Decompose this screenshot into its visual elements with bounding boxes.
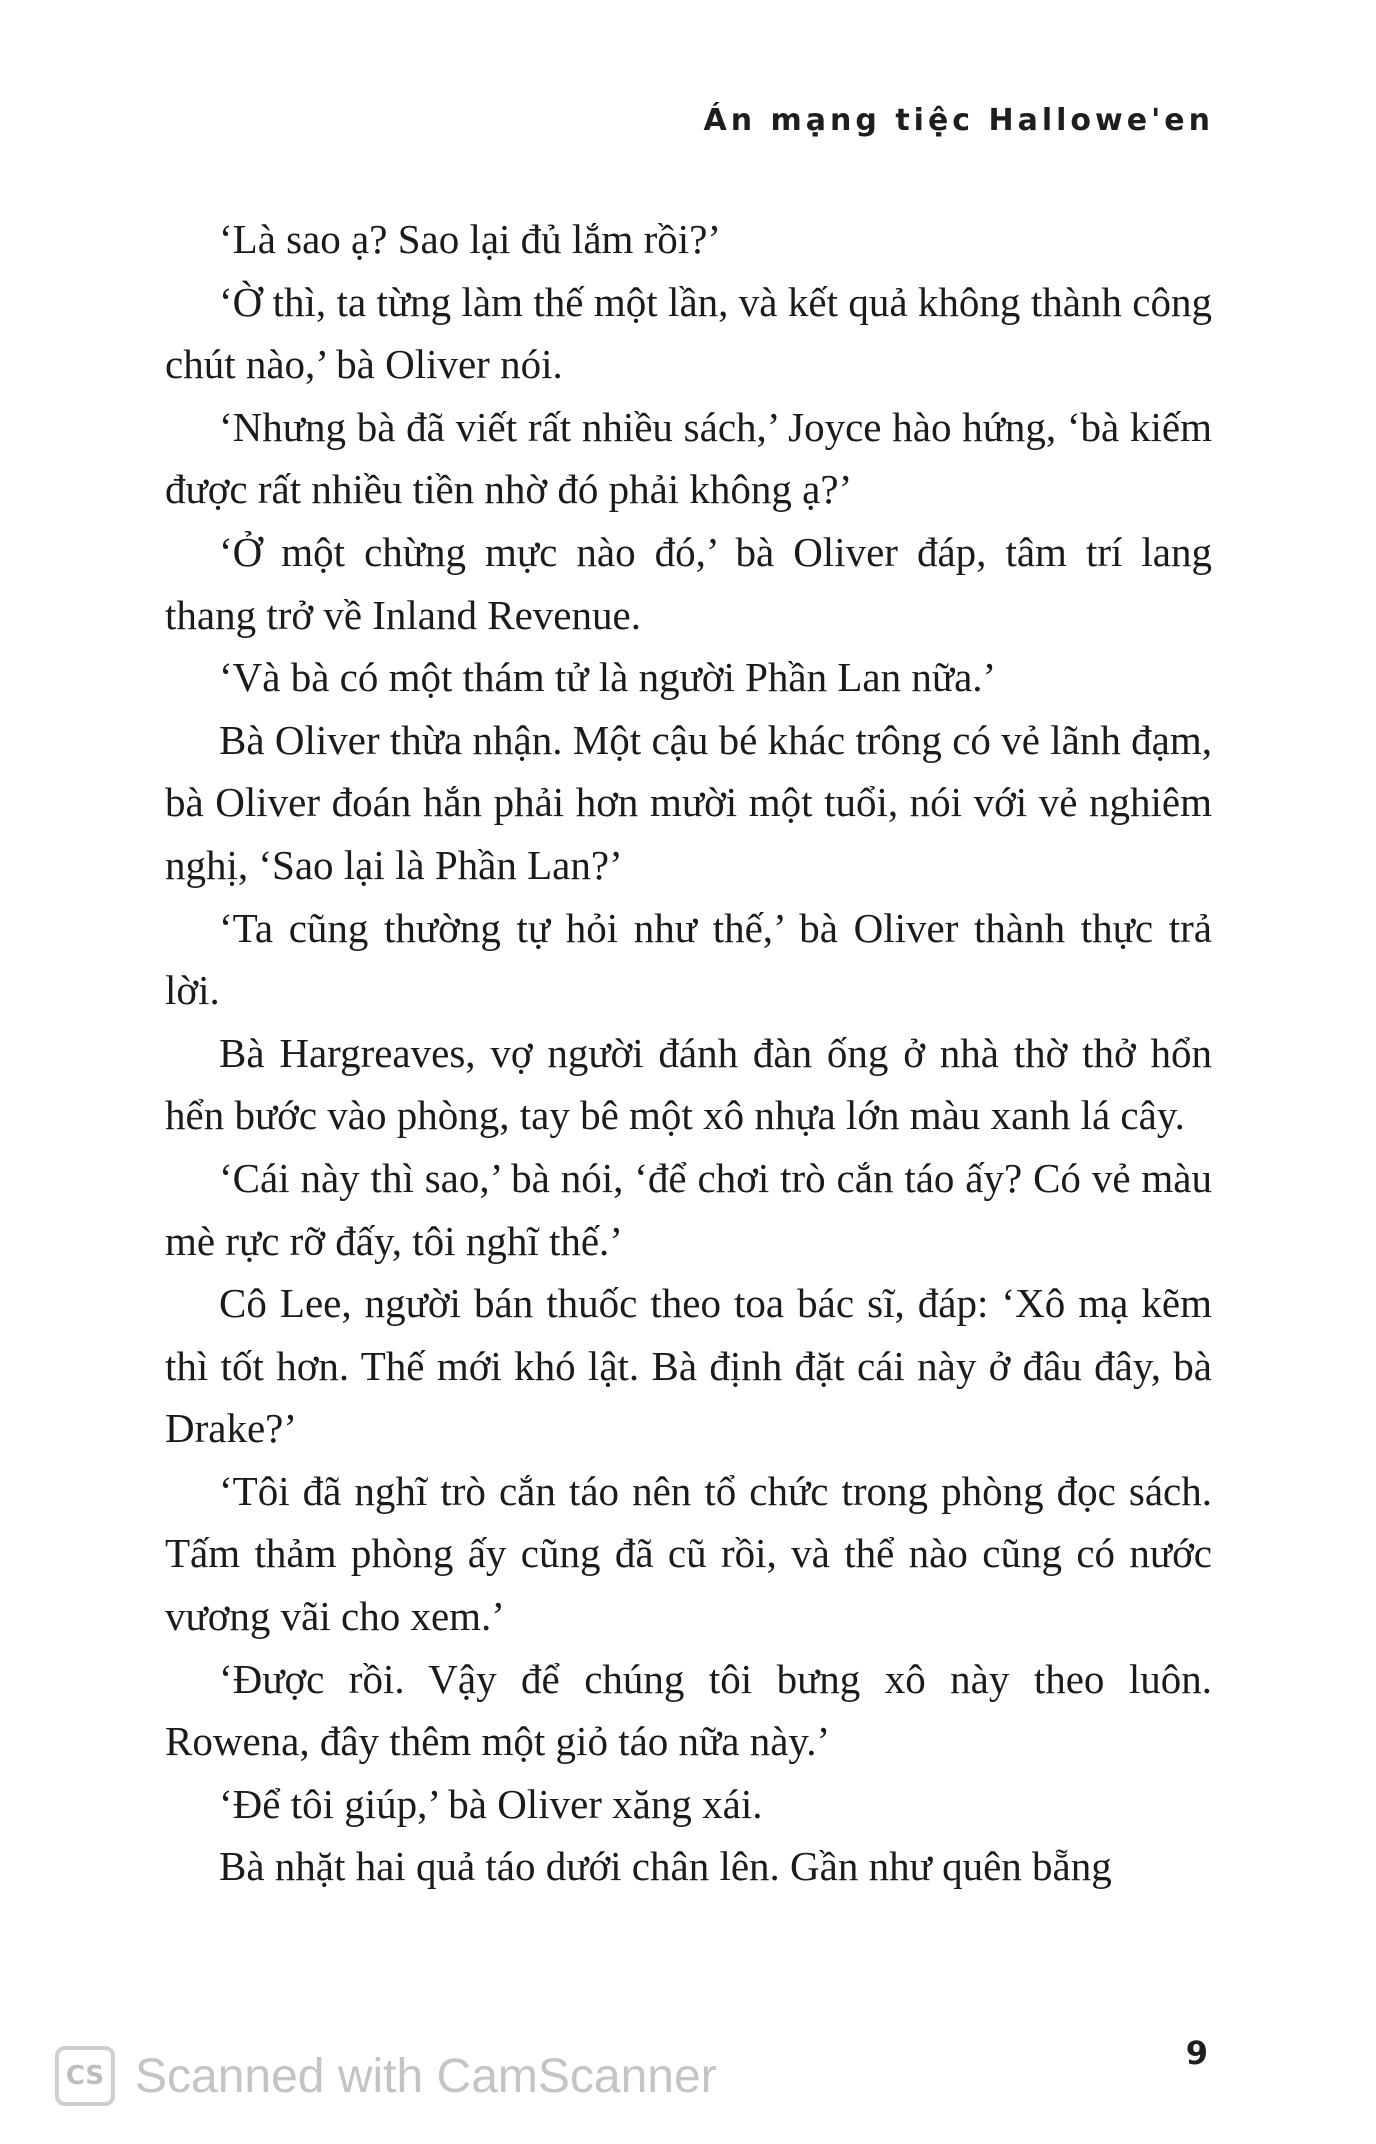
watermark-text: Scanned with CamScanner	[135, 2049, 717, 2103]
paragraph: Bà Oliver thừa nhận. Một cậu bé khác trông có vẻ lãnh đạm, bà Oliver đoán hắn phải hơn mười một tuổi, nói với vẻ nghiêm nghị, ‘Sao lại là Phần Lan?’	[165, 716, 1212, 888]
paragraph: ‘Ta cũng thường tự hỏi như thế,’ bà Oliver thành thực trả lời.	[165, 904, 1212, 1014]
paragraph: ‘Nhưng bà đã viết rất nhiều sách,’ Joyce hào hứng, ‘bà kiếm được rất nhiều tiền nhờ đó phải không ạ?’	[165, 403, 1212, 513]
page-body	[165, 208, 1212, 1898]
paragraph: Bà nhặt hai quả táo dưới chân lên. Gần như quên bẵng	[219, 1843, 1112, 1890]
paragraph: ‘Ờ thì, ta từng làm thế một lần, và kết quả không thành công chút nào,’ bà Oliver nói.	[165, 278, 1212, 388]
running-header: Án mạng tiệc Hallowe'en	[703, 103, 1214, 138]
paragraph: ‘Cái này thì sao,’ bà nói, ‘để chơi trò cắn táo ấy? Có vẻ màu mè rực rỡ đấy, tôi nghĩ thế.’	[165, 1154, 1212, 1264]
paragraph: ‘Được rồi. Vậy để chúng tôi bưng xô này theo luôn. Rowena, đây thêm một giỏ táo nữa này.’	[165, 1655, 1212, 1765]
paragraph: ‘Và bà có một thám tử là người Phần Lan nữa.’	[219, 654, 997, 701]
paragraph: ‘Ở một chừng mực nào đó,’ bà Oliver đáp, tâm trí lang thang trở về Inland Revenue.	[165, 528, 1212, 638]
paragraph: ‘Là sao ạ? Sao lại đủ lắm rồi?’	[219, 216, 722, 262]
paragraph: Bà Hargreaves, vợ người đánh đàn ống ở nhà thờ thở hổn hển bước vào phòng, tay bê một xô nhựa lớn màu xanh lá cây.	[165, 1029, 1212, 1139]
paragraph: Cô Lee, người bán thuốc theo toa bác sĩ, đáp: ‘Xô mạ kẽm thì tốt hơn. Thế mới khó lật. Bà định đặt cái này ở đâu đây, bà Drake?’	[165, 1280, 1212, 1452]
camscanner-watermark	[55, 2046, 717, 2106]
paragraph: ‘Để tôi giúp,’ bà Oliver xăng xái.	[219, 1780, 763, 1827]
paragraph: ‘Tôi đã nghĩ trò cắn táo nên tổ chức trong phòng đọc sách. Tấm thảm phòng ấy cũng đã cũ rồi, và thể nào cũng có nước vương vãi cho xem.’	[165, 1467, 1212, 1640]
camscanner-logo-icon: CS	[55, 2046, 115, 2106]
page-number: 9	[1185, 2034, 1208, 2072]
